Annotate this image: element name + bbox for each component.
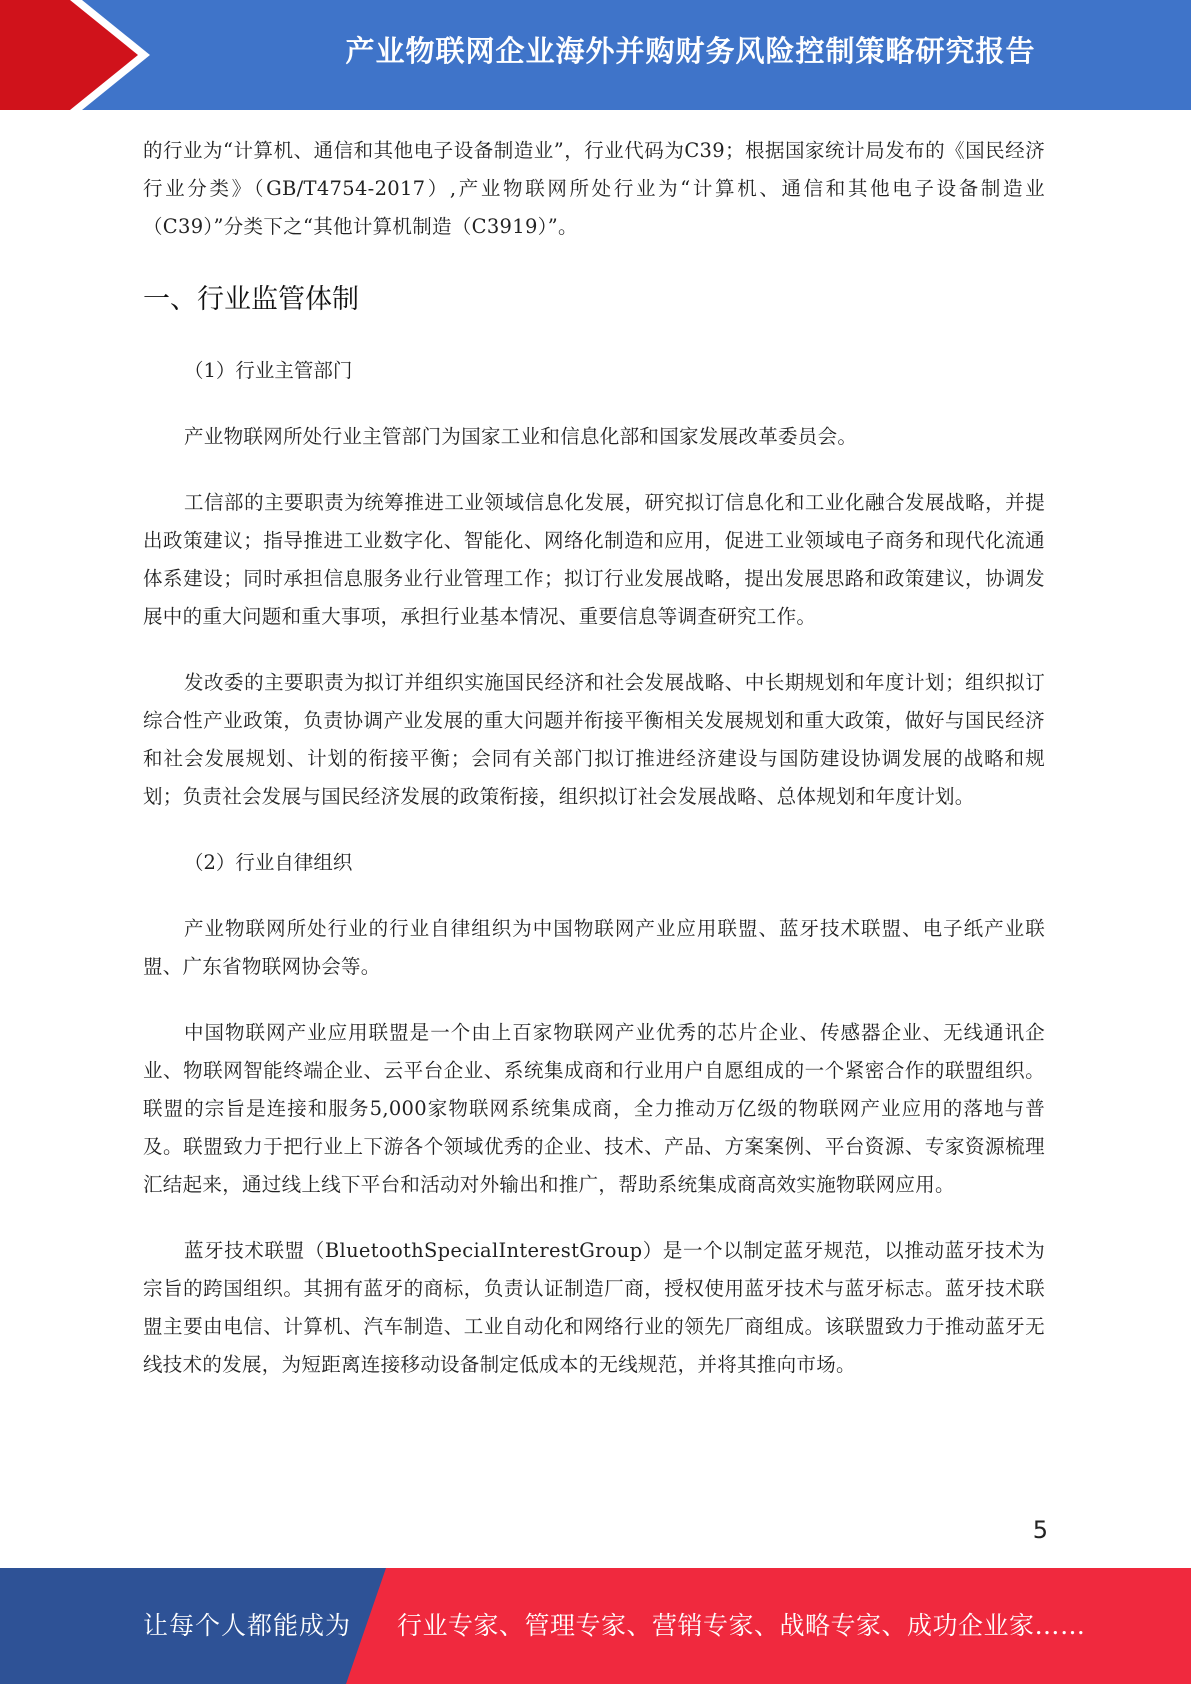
footer-slogan-left: 让每个人都能成为 [143,1611,352,1640]
paragraph-5: 中国物联网产业应用联盟是一个由上百家物联网产业优秀的芯片企业、传感器企业、无线通讯企业、物联网智能终端企业、云平台企业、系统集成商和行业用户自愿组成的一个紧密合作的联盟组织。联盟的宗旨是连接和服务5,000家物联网系统集成商，全力推动万亿级的物联网产业应用的落地与普及。联盟致力于把行业上下游各个领域优秀的企业、技术、产品、方案案例、平台资源、专家资源梳理汇结起来，通过线上线下平台和活动对外输出和推广，帮助系统集成商高效实施物联网应用。 [143,1021,1045,1196]
page-number: 5 [1032,1516,1048,1544]
section-heading: 一、行业监管体制 [143,284,359,315]
page-header [0,0,1191,110]
page-footer [0,1568,1191,1684]
header-chevron-arrow-icon [0,0,140,110]
document-body [143,132,1045,1384]
subsection-title-1: （1）行业主管部门 [184,359,353,382]
report-title: 产业物联网企业海外并购财务风险控制策略研究报告 [345,34,1036,68]
paragraph-6: 蓝牙技术联盟（BluetoothSpecialInterestGroup）是一个以制定蓝牙规范，以推动蓝牙技术为宗旨的跨国组织。其拥有蓝牙的商标，负责认证制造厂商，授权使用蓝牙技术与蓝牙标志。蓝牙技术联盟主要由电信、计算机、汽车制造、工业自动化和网络行业的领先厂商组成。该联盟致力于推动蓝牙无线技术的发展，为短距离连接移动设备制定低成本的无线规范，并将其推向市场。 [143,1239,1045,1376]
paragraph-1: 产业物联网所处行业主管部门为国家工业和信息化部和国家发展改革委员会。 [184,425,858,448]
intro-paragraph: 的行业为“计算机、通信和其他电子设备制造业”，行业代码为C39；根据国家统计局发布的《国民经济行业分类》（GB/T4754-2017）,产业物联网所处行业为“计算机、通信和其他电子设备制造业（C39）”分类下之“其他计算机制造（C3919）”。 [143,139,1045,238]
paragraph-2: 工信部的主要职责为统筹推进工业领域信息化发展，研究拟订信息化和工业化融合发展战略，并提出政策建议；指导推进工业数字化、智能化、网络化制造和应用，促进工业领域电子商务和现代化流通体系建设；同时承担信息服务业行业管理工作；拟订行业发展战略，提出发展思路和政策建议，协调发展中的重大问题和重大事项，承担行业基本情况、重要信息等调查研究工作。 [143,491,1045,628]
paragraph-3: 发改委的主要职责为拟订并组织实施国民经济和社会发展战略、中长期规划和年度计划；组织拟订综合性产业政策，负责协调产业发展的重大问题并衔接平衡相关发展规划和重大政策，做好与国民经济和社会发展规划、计划的衔接平衡；会同有关部门拟订推进经济建设与国防建设协调发展的战略和规划；负责社会发展与国民经济发展的政策衔接，组织拟订社会发展战略、总体规划和年度计划。 [143,671,1045,808]
subsection-title-2: （2）行业自律组织 [184,851,353,874]
paragraph-4: 产业物联网所处行业的行业自律组织为中国物联网产业应用联盟、蓝牙技术联盟、电子纸产业联盟、广东省物联网协会等。 [143,917,1045,978]
footer-slogan-right: 行业专家、管理专家、营销专家、战略专家、成功企业家…… [397,1611,1086,1640]
